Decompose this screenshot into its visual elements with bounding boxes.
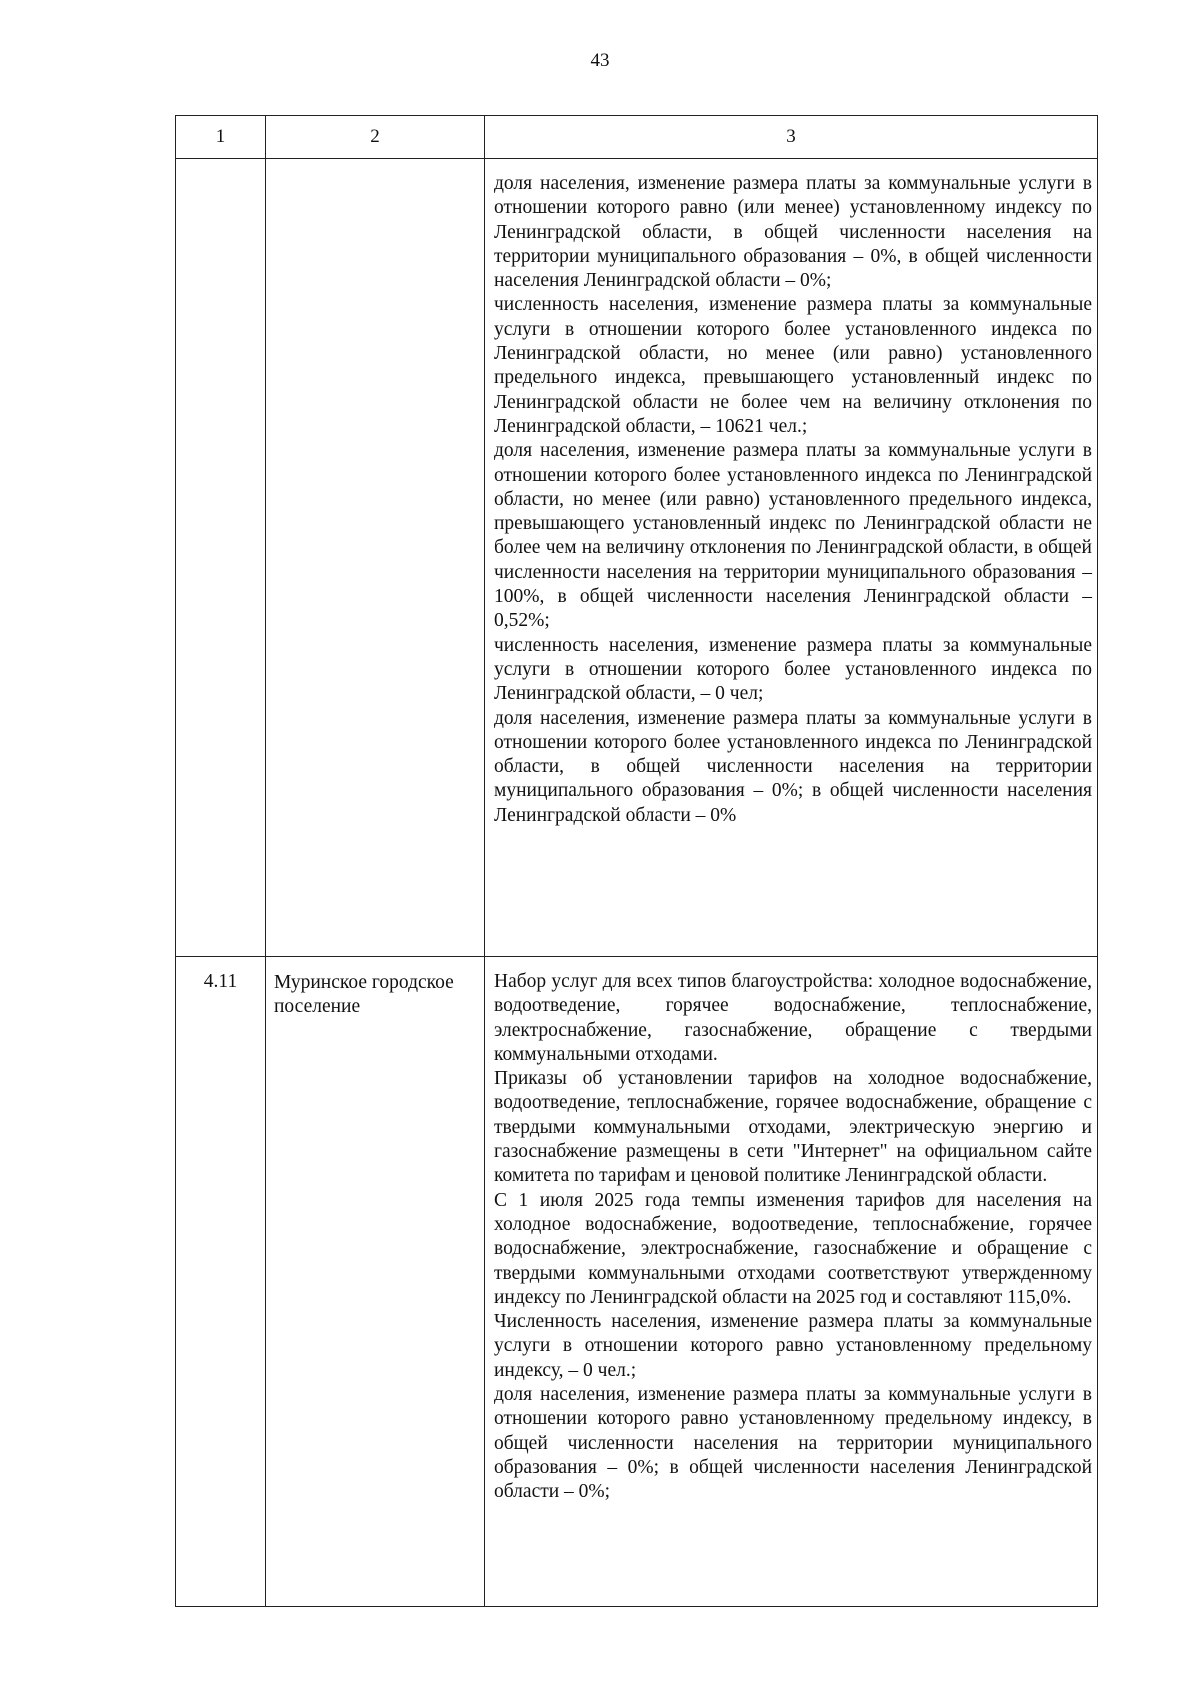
table-row [176, 159, 1098, 957]
column-header-1: 1 [176, 116, 266, 159]
paragraph: С 1 июля 2025 года темпы изменения тарифов для населения на холодное водоснабжение, водоотведение, теплоснабжение, горячее водоснабжение, электроснабжение, газоснабжение и обращение с твердыми коммунальными отходами соответствуют утвержденному индексу по Ленинградской области на 2025 год и составляют 115,0%. [494, 1189, 1092, 1308]
municipality-name [266, 159, 485, 957]
page-number: 43 [590, 50, 610, 71]
column-header-2: 2 [266, 116, 485, 159]
paragraph: Приказы об установлении тарифов на холодное водоснабжение, водоотведение, теплоснабжение, горячее водоснабжение, обращение с твердыми коммунальными отходами, электрическую энергию и газоснабжение размещены в сети "Интернет" на официальном сайте комитета по тарифам и ценовой политике Ленинградской области. [494, 1068, 1092, 1187]
row-number: 4.11 [176, 957, 266, 1607]
paragraph: доля населения, изменение размера платы за коммунальные услуги в отношении которого равно установленному предельному индексу, в общей численности населения на территории муниципального образования – 0%; в общей численности населения Ленинградской области – 0%; [494, 1384, 1092, 1503]
paragraph: доля населения, изменение размера платы за коммунальные услуги в отношении которого более установленного индекса по Ленинградской области, но менее (или равно) установленного предельного индекса, превышающего установленный индекс по Ленинградской области не более чем на величину отклонения по Ленинградской области, в общей численности населения на территории муниципального образования – 100%, в общей численности населения Ленинградской области – 0,52%; [494, 440, 1092, 632]
table-header-row [176, 116, 1098, 159]
tariff-table [175, 115, 1098, 1607]
paragraph: численность населения, изменение размера платы за коммунальные услуги в отношении которого более установленного индекса по Ленинградской области, но менее (или равно) установленного предельного индекса, превышающего установленный индекс по Ленинградской области не более чем на величину отклонения по Ленинградской области, – 10621 чел.; [494, 294, 1092, 437]
paragraph: Набор услуг для всех типов благоустройства: холодное водоснабжение, водоотведение, горячее водоснабжение, теплоснабжение, электроснабжение, газоснабжение, обращение с твердыми коммунальными отходами. [494, 971, 1092, 1065]
description-cell [485, 159, 1098, 957]
description-cell [485, 957, 1098, 1607]
paragraph: Численность населения, изменение размера платы за коммунальные услуги в отношении которого равно установленному предельному индексу, – 0 чел.; [494, 1311, 1092, 1381]
municipality-name: Муринское городское поселение [266, 957, 485, 1607]
paragraph: доля населения, изменение размера платы за коммунальные услуги в отношении которого равно (или менее) установленному индексу по Ленинградской области, в общей численности населения на территории муниципального образования – 0%, в общей численности населения Ленинградской области – 0%; [494, 173, 1092, 292]
column-header-3: 3 [485, 116, 1098, 159]
table-row [176, 957, 1098, 1607]
row-number [176, 159, 266, 957]
paragraph: доля населения, изменение размера платы за коммунальные услуги в отношении которого более установленного индекса по Ленинградской области, в общей численности населения на территории муниципального образования – 0%; в общей численности населения Ленинградской области – 0% [494, 707, 1092, 826]
paragraph: численность населения, изменение размера платы за коммунальные услуги в отношении которого более установленного индекса по Ленинградской области, – 0 чел; [494, 634, 1092, 705]
